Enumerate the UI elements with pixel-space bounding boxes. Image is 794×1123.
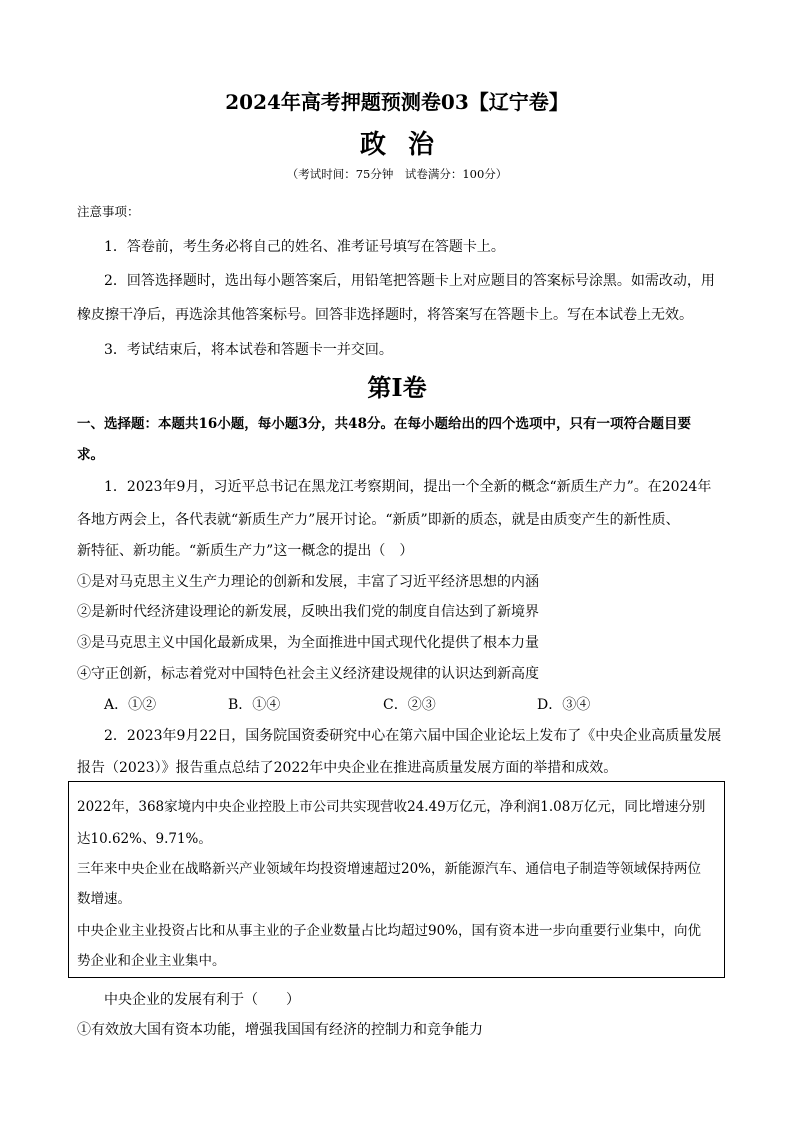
notice-item-2-line-2: 橡皮擦干净后，再选涂其他答案标号。回答非选择题时，将答案写在答题卡上。写在本试卷上无效。: [77, 307, 693, 323]
question-1-option-d: D．③④: [537, 697, 591, 713]
question-2-line-1: 2．2023年9月22日，国务院国资委研究中心在第六届中国企业论坛上发布了《中央企业高质量发展: [104, 728, 722, 744]
question-1-line-2: 各地方两会上，各代表就“新质生产力”展开讨论。“新质”即新的质态，就是由质变产生的新性质、: [77, 512, 680, 528]
material-line-6: 势企业和企业主业集中。: [77, 953, 226, 969]
material-line-2: 达10.62%、9.71%。: [77, 831, 212, 847]
material-line-3: 三年来中央企业在战略新兴产业领域年均投资增速超过20%，新能源汽车、通信电子制造等领域保持两位: [77, 861, 702, 877]
question-1-statement-1: ①是对马克思主义生产力理论的创新和发展，丰富了习近平经济思想的内涵: [77, 574, 539, 590]
notice-heading: 注意事项：: [77, 204, 140, 219]
material-line-4: 数增速。: [77, 891, 131, 907]
question-1-statement-2: ②是新时代经济建设理论的新发展，反映出我们党的制度自信达到了新境界: [77, 604, 539, 620]
question-2-statement-1: ①有效放大国有资本功能，增强我国国有经济的控制力和竞争能力: [77, 1022, 483, 1038]
question-2-line-2: 报告（2023）》报告重点总结了2022年中央企业在推进高质量发展方面的举措和成效。: [77, 760, 618, 776]
notice-item-1: 1．答卷前，考生务必将自己的姓名、准考证号填写在答题卡上。: [104, 239, 505, 255]
notice-item-3: 3．考试结束后，将本试卷和答题卡一并交回。: [104, 342, 393, 358]
section-heading-line-1: 一、选择题：本题共16小题，每小题3分，共48分。在每小题给出的四个选项中，只有一项符合题目要: [77, 416, 691, 432]
question-1-option-c: C．②③: [383, 697, 436, 713]
section-heading-line-2: 求。: [77, 447, 104, 463]
question-1-option-a: A．①②: [104, 697, 157, 713]
subject-title: 政治: [359, 130, 456, 160]
question-1-statement-3: ③是马克思主义中国化最新成果，为全面推进中国式现代化提供了根本力量: [77, 635, 539, 651]
question-1-line-1: 1．2023年9月，习近平总书记在黑龙江考察期间，提出一个全新的概念“新质生产力”。在2024年: [104, 479, 712, 495]
material-line-5: 中央企业主业投资占比和从事主业的子企业数量占比均超过90%，国有资本进一步向重要行业集中，向优: [77, 923, 702, 939]
question-2-stem: 中央企业的发展有利于（ ）: [104, 992, 300, 1008]
question-1-line-3: 新特征、新功能。“新质生产力”这一概念的提出（ ）: [77, 543, 414, 559]
material-line-1: 2022年，368家境内中央企业控股上市公司共实现营收24.49万亿元，净利润1.08万亿元，同比增速分别: [77, 799, 706, 815]
volume-title: 第Ⅰ卷: [367, 373, 427, 402]
exam-info: （考试时间：75分钟 试卷满分：100分）: [286, 167, 508, 181]
question-1-statement-4: ④守正创新，标志着党对中国特色社会主义经济建设规律的认识达到新高度: [77, 666, 539, 682]
notice-item-2-line-1: 2．回答选择题时，选出每小题答案后，用铅笔把答题卡上对应题目的答案标号涂黑。如需改动，用: [104, 273, 715, 289]
question-1-option-b: B．①④: [228, 697, 281, 713]
exam-title: 2024年高考押题预测卷03【辽宁卷】: [225, 90, 569, 114]
